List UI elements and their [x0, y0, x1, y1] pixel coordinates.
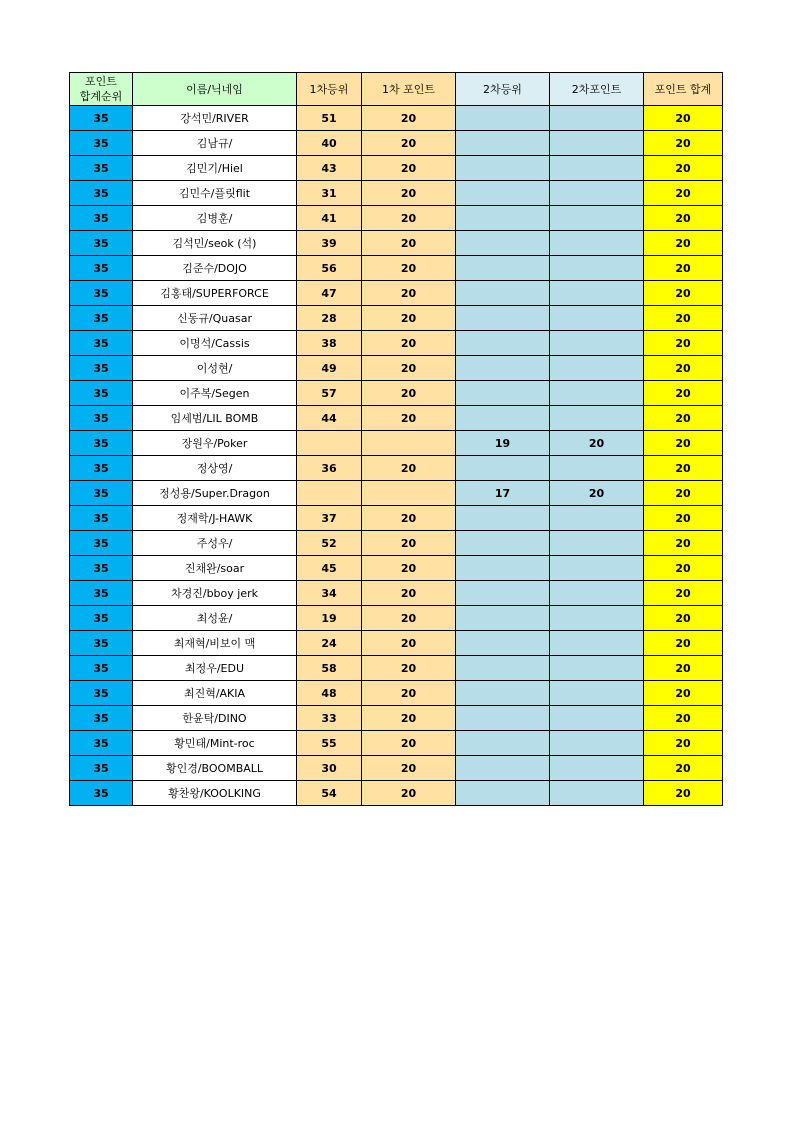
table-row — [70, 481, 723, 506]
cell-total: 20 — [644, 331, 723, 356]
cell-name: 주성우/ — [133, 531, 297, 556]
table-row — [70, 131, 723, 156]
cell-round1-rank: 57 — [297, 381, 362, 406]
table-row — [70, 531, 723, 556]
table-row — [70, 781, 723, 806]
cell-total: 20 — [644, 756, 723, 781]
cell-round2-rank — [456, 706, 550, 731]
cell-round1-points: 20 — [362, 606, 456, 631]
cell-name: 임세범/LIL BOMB — [133, 406, 297, 431]
cell-rank: 35 — [70, 556, 133, 581]
cell-round2-points — [550, 356, 644, 381]
cell-round2-points — [550, 231, 644, 256]
cell-name: 황인경/BOOMBALL — [133, 756, 297, 781]
header-rank-line2: 합계순위 — [79, 90, 123, 103]
cell-rank: 35 — [70, 356, 133, 381]
cell-rank: 35 — [70, 781, 133, 806]
cell-round2-rank — [456, 181, 550, 206]
cell-rank: 35 — [70, 131, 133, 156]
cell-round1-points: 20 — [362, 581, 456, 606]
cell-round2-rank — [456, 606, 550, 631]
cell-rank: 35 — [70, 531, 133, 556]
cell-name: 이성현/ — [133, 356, 297, 381]
header-round1-points: 1차 포인트 — [362, 73, 456, 106]
cell-round1-rank: 43 — [297, 156, 362, 181]
table-body — [70, 106, 723, 806]
cell-round1-rank: 37 — [297, 506, 362, 531]
cell-total: 20 — [644, 706, 723, 731]
cell-total: 20 — [644, 231, 723, 256]
cell-round1-points: 20 — [362, 331, 456, 356]
cell-round1-rank — [297, 431, 362, 456]
cell-round1-rank: 34 — [297, 581, 362, 606]
cell-rank: 35 — [70, 581, 133, 606]
cell-round2-rank — [456, 331, 550, 356]
cell-round1-rank: 44 — [297, 406, 362, 431]
cell-total: 20 — [644, 156, 723, 181]
cell-name: 김민수/플릿flit — [133, 181, 297, 206]
table-row — [70, 381, 723, 406]
cell-total: 20 — [644, 606, 723, 631]
cell-rank: 35 — [70, 681, 133, 706]
cell-total: 20 — [644, 256, 723, 281]
cell-round2-points — [550, 581, 644, 606]
cell-name: 정상영/ — [133, 456, 297, 481]
cell-rank: 35 — [70, 631, 133, 656]
cell-total: 20 — [644, 206, 723, 231]
cell-round1-rank: 30 — [297, 756, 362, 781]
cell-name: 정재학/J-HAWK — [133, 506, 297, 531]
cell-rank: 35 — [70, 756, 133, 781]
cell-round1-rank: 38 — [297, 331, 362, 356]
cell-round2-rank — [456, 406, 550, 431]
cell-total: 20 — [644, 631, 723, 656]
cell-total: 20 — [644, 131, 723, 156]
cell-rank: 35 — [70, 181, 133, 206]
cell-round2-points — [550, 406, 644, 431]
cell-rank: 35 — [70, 306, 133, 331]
cell-total: 20 — [644, 481, 723, 506]
cell-round2-points — [550, 331, 644, 356]
cell-name: 김홍태/SUPERFORCE — [133, 281, 297, 306]
cell-round2-rank — [456, 656, 550, 681]
cell-total: 20 — [644, 781, 723, 806]
cell-round1-points: 20 — [362, 406, 456, 431]
cell-name: 한윤탁/DINO — [133, 706, 297, 731]
cell-round2-points — [550, 281, 644, 306]
table-row — [70, 331, 723, 356]
cell-round1-points: 20 — [362, 256, 456, 281]
cell-rank: 35 — [70, 256, 133, 281]
table-row — [70, 106, 723, 131]
cell-rank: 35 — [70, 456, 133, 481]
cell-total: 20 — [644, 406, 723, 431]
cell-round1-points: 20 — [362, 531, 456, 556]
cell-total: 20 — [644, 556, 723, 581]
cell-rank: 35 — [70, 331, 133, 356]
cell-round1-rank: 28 — [297, 306, 362, 331]
cell-round1-points: 20 — [362, 556, 456, 581]
cell-round2-points — [550, 706, 644, 731]
cell-round1-points: 20 — [362, 381, 456, 406]
cell-round1-points: 20 — [362, 781, 456, 806]
cell-round2-points — [550, 631, 644, 656]
cell-round2-rank — [456, 206, 550, 231]
table-row — [70, 681, 723, 706]
cell-name: 최성윤/ — [133, 606, 297, 631]
cell-round2-rank — [456, 456, 550, 481]
cell-round1-rank: 51 — [297, 106, 362, 131]
cell-round1-rank: 33 — [297, 706, 362, 731]
cell-round1-rank: 45 — [297, 556, 362, 581]
cell-total: 20 — [644, 281, 723, 306]
cell-name: 김석민/seok (석) — [133, 231, 297, 256]
table-row — [70, 756, 723, 781]
header-round2-points: 2차포인트 — [550, 73, 644, 106]
cell-total: 20 — [644, 306, 723, 331]
cell-round1-rank: 56 — [297, 256, 362, 281]
cell-round2-points — [550, 781, 644, 806]
table-row — [70, 181, 723, 206]
cell-round1-points: 20 — [362, 456, 456, 481]
cell-name: 장원우/Poker — [133, 431, 297, 456]
cell-round2-rank — [456, 131, 550, 156]
cell-round1-points — [362, 481, 456, 506]
cell-name: 김준수/DOJO — [133, 256, 297, 281]
cell-round2-rank — [456, 156, 550, 181]
cell-round2-points — [550, 456, 644, 481]
cell-rank: 35 — [70, 156, 133, 181]
cell-round2-rank — [456, 106, 550, 131]
table-row — [70, 256, 723, 281]
cell-name: 황민태/Mint-roc — [133, 731, 297, 756]
cell-round1-points: 20 — [362, 231, 456, 256]
cell-round1-points: 20 — [362, 206, 456, 231]
cell-round1-rank: 54 — [297, 781, 362, 806]
cell-total: 20 — [644, 506, 723, 531]
header-name: 이름/닉네임 — [133, 73, 297, 106]
table-row — [70, 506, 723, 531]
cell-round2-points — [550, 731, 644, 756]
cell-rank: 35 — [70, 656, 133, 681]
cell-round2-rank — [456, 281, 550, 306]
cell-round2-rank — [456, 256, 550, 281]
cell-round2-points — [550, 606, 644, 631]
table-row — [70, 406, 723, 431]
cell-rank: 35 — [70, 206, 133, 231]
cell-round2-points — [550, 506, 644, 531]
header-round1-rank: 1차등위 — [297, 73, 362, 106]
cell-round1-rank: 40 — [297, 131, 362, 156]
cell-round1-rank: 55 — [297, 731, 362, 756]
cell-round2-rank — [456, 781, 550, 806]
cell-name: 최정우/EDU — [133, 656, 297, 681]
cell-round2-points — [550, 756, 644, 781]
cell-round1-points — [362, 431, 456, 456]
cell-total: 20 — [644, 381, 723, 406]
cell-rank: 35 — [70, 431, 133, 456]
cell-round2-rank — [456, 506, 550, 531]
cell-round2-rank — [456, 531, 550, 556]
cell-total: 20 — [644, 181, 723, 206]
cell-round2-rank — [456, 681, 550, 706]
cell-round2-rank — [456, 231, 550, 256]
points-table — [69, 72, 723, 806]
table-row — [70, 606, 723, 631]
table-row — [70, 556, 723, 581]
cell-total: 20 — [644, 731, 723, 756]
table-row — [70, 631, 723, 656]
cell-name: 정성용/Super.Dragon — [133, 481, 297, 506]
cell-total: 20 — [644, 431, 723, 456]
cell-round1-rank: 36 — [297, 456, 362, 481]
table-row — [70, 656, 723, 681]
cell-round1-rank: 19 — [297, 606, 362, 631]
cell-name: 이명석/Cassis — [133, 331, 297, 356]
cell-round2-points — [550, 181, 644, 206]
table-row — [70, 431, 723, 456]
cell-round2-rank — [456, 556, 550, 581]
cell-rank: 35 — [70, 506, 133, 531]
cell-round1-rank: 41 — [297, 206, 362, 231]
cell-rank: 35 — [70, 606, 133, 631]
cell-rank: 35 — [70, 406, 133, 431]
cell-round1-rank: 58 — [297, 656, 362, 681]
cell-name: 김병훈/ — [133, 206, 297, 231]
cell-round1-rank: 49 — [297, 356, 362, 381]
cell-round2-points — [550, 656, 644, 681]
cell-round1-points: 20 — [362, 631, 456, 656]
cell-round1-points: 20 — [362, 156, 456, 181]
cell-round2-rank: 17 — [456, 481, 550, 506]
cell-round1-rank — [297, 481, 362, 506]
cell-round2-rank — [456, 731, 550, 756]
cell-round1-rank: 47 — [297, 281, 362, 306]
table-row — [70, 581, 723, 606]
cell-rank: 35 — [70, 481, 133, 506]
cell-round1-points: 20 — [362, 281, 456, 306]
cell-name: 황찬왕/KOOLKING — [133, 781, 297, 806]
cell-round1-points: 20 — [362, 506, 456, 531]
cell-rank: 35 — [70, 231, 133, 256]
table-row — [70, 356, 723, 381]
cell-name: 최진혁/AKIA — [133, 681, 297, 706]
cell-round2-points: 20 — [550, 431, 644, 456]
cell-round2-rank — [456, 631, 550, 656]
cell-round2-points — [550, 156, 644, 181]
header-rank — [70, 73, 133, 106]
cell-name: 신동규/Quasar — [133, 306, 297, 331]
cell-round2-rank — [456, 381, 550, 406]
cell-round2-points — [550, 131, 644, 156]
cell-name: 김남규/ — [133, 131, 297, 156]
cell-name: 최재혁/비보이 맥 — [133, 631, 297, 656]
cell-name: 이주복/Segen — [133, 381, 297, 406]
cell-round1-points: 20 — [362, 306, 456, 331]
cell-round2-rank — [456, 356, 550, 381]
cell-round1-points: 20 — [362, 681, 456, 706]
cell-name: 진채완/soar — [133, 556, 297, 581]
cell-round1-points: 20 — [362, 756, 456, 781]
header-total: 포인트 합계 — [644, 73, 723, 106]
cell-round1-points: 20 — [362, 731, 456, 756]
cell-round1-rank: 24 — [297, 631, 362, 656]
cell-round1-points: 20 — [362, 131, 456, 156]
cell-rank: 35 — [70, 706, 133, 731]
table-row — [70, 281, 723, 306]
cell-round1-points: 20 — [362, 356, 456, 381]
cell-rank: 35 — [70, 731, 133, 756]
cell-round1-points: 20 — [362, 181, 456, 206]
cell-name: 김민기/Hiel — [133, 156, 297, 181]
cell-round2-points — [550, 531, 644, 556]
cell-round2-rank — [456, 756, 550, 781]
table-row — [70, 206, 723, 231]
cell-round2-points — [550, 106, 644, 131]
cell-round1-rank: 48 — [297, 681, 362, 706]
cell-rank: 35 — [70, 281, 133, 306]
cell-name: 강석민/RIVER — [133, 106, 297, 131]
cell-total: 20 — [644, 531, 723, 556]
table-row — [70, 156, 723, 181]
cell-round1-rank: 31 — [297, 181, 362, 206]
table-row — [70, 456, 723, 481]
cell-rank: 35 — [70, 381, 133, 406]
cell-round2-points — [550, 206, 644, 231]
cell-round1-points: 20 — [362, 106, 456, 131]
cell-total: 20 — [644, 356, 723, 381]
header-row — [70, 73, 723, 106]
cell-round2-rank — [456, 581, 550, 606]
cell-round1-points: 20 — [362, 706, 456, 731]
cell-total: 20 — [644, 681, 723, 706]
cell-total: 20 — [644, 656, 723, 681]
table-row — [70, 231, 723, 256]
table-row — [70, 706, 723, 731]
cell-round2-rank — [456, 306, 550, 331]
table-row — [70, 731, 723, 756]
cell-round2-points: 20 — [550, 481, 644, 506]
header-rank-line1: 포인트 — [85, 75, 117, 88]
cell-total: 20 — [644, 581, 723, 606]
cell-round2-points — [550, 681, 644, 706]
cell-round1-rank: 39 — [297, 231, 362, 256]
cell-total: 20 — [644, 456, 723, 481]
cell-rank: 35 — [70, 106, 133, 131]
cell-round1-rank: 52 — [297, 531, 362, 556]
cell-round2-points — [550, 556, 644, 581]
cell-round2-rank: 19 — [456, 431, 550, 456]
cell-round2-points — [550, 306, 644, 331]
cell-name: 차경진/bboy jerk — [133, 581, 297, 606]
cell-round2-points — [550, 381, 644, 406]
table-row — [70, 306, 723, 331]
cell-round2-points — [550, 256, 644, 281]
header-round2-rank: 2차등위 — [456, 73, 550, 106]
cell-total: 20 — [644, 106, 723, 131]
cell-round1-points: 20 — [362, 656, 456, 681]
